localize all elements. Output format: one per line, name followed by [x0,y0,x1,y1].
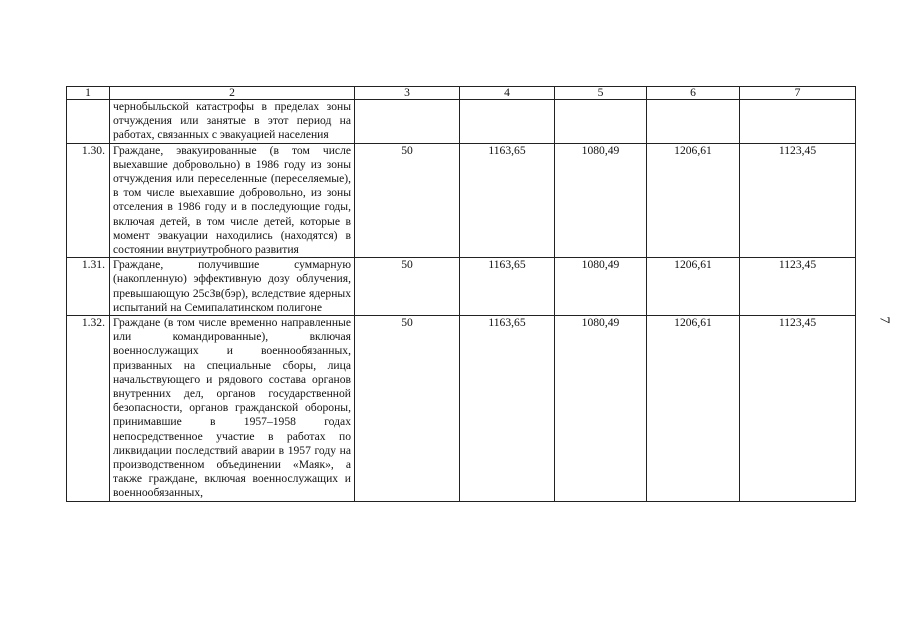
row-description: Граждане, получившие суммарную (накопленную) эффективную дозу облучения, превышающую 25сЗв(бэр), вследствие ядерных испытаний на Семипалатинском полигоне [110,258,355,316]
row-value: 1123,45 [740,258,856,316]
table-header-row [67,87,856,100]
table-row [67,258,856,316]
row-value: 50 [355,143,460,258]
row-value: 1123,45 [740,143,856,258]
row-description: Граждане, эвакуированные (в том числе выехавшие добровольно) в 1986 году из зоны отчуждения или переселенные (переселяемые), в том числе выехавшие добровольно, из зоны отселения в 1986 году и в последующие годы, включая детей, в том числе детей, которые в момент эвакуации находились (находятся) в состоянии внутриутробного развития [110,143,355,258]
row-value: 1080,49 [555,316,647,502]
column-header: 4 [460,87,555,100]
benefits-table [66,86,856,502]
row-value: 1206,61 [647,143,740,258]
row-value: 1163,65 [460,316,555,502]
table-row [67,316,856,502]
row-value [460,100,555,144]
row-value: 1080,49 [555,258,647,316]
row-number: 1.32. [67,316,110,502]
column-header: 2 [110,87,355,100]
column-header: 6 [647,87,740,100]
row-value: 1163,65 [460,258,555,316]
row-value: 1206,61 [647,316,740,502]
column-header: 5 [555,87,647,100]
row-value [647,100,740,144]
row-number [67,100,110,144]
row-value [355,100,460,144]
row-value: 50 [355,258,460,316]
row-description: чернобыльской катастрофы в пределах зоны отчуждения или занятые в этот период на работах, связанных с эвакуацией населения [110,100,355,144]
row-number: 1.31. [67,258,110,316]
row-number: 1.30. [67,143,110,258]
table-row [67,100,856,144]
column-header: 3 [355,87,460,100]
row-value: 1206,61 [647,258,740,316]
row-value [740,100,856,144]
row-description: Граждане (в том числе временно направленные или командированные), включая военнослужащих и военнообязанных, призванных на специальные сборы, лица начальствующего и рядового состава органов внутренних дел, органов государственной безопасности, органов гражданской обороны, принимавшие в 1957–1958 годах непосредственное участие в работах по ликвидации последствий аварии в 1957 году на производственном объединении «Маяк», а также граждане, включая военнослужащих и военнообязанных, [110,316,355,502]
row-value: 50 [355,316,460,502]
row-value: 1123,45 [740,316,856,502]
row-value: 1163,65 [460,143,555,258]
page-number: 7 [876,316,892,324]
column-header: 7 [740,87,856,100]
row-value: 1080,49 [555,143,647,258]
table-row [67,143,856,258]
column-header: 1 [67,87,110,100]
row-value [555,100,647,144]
